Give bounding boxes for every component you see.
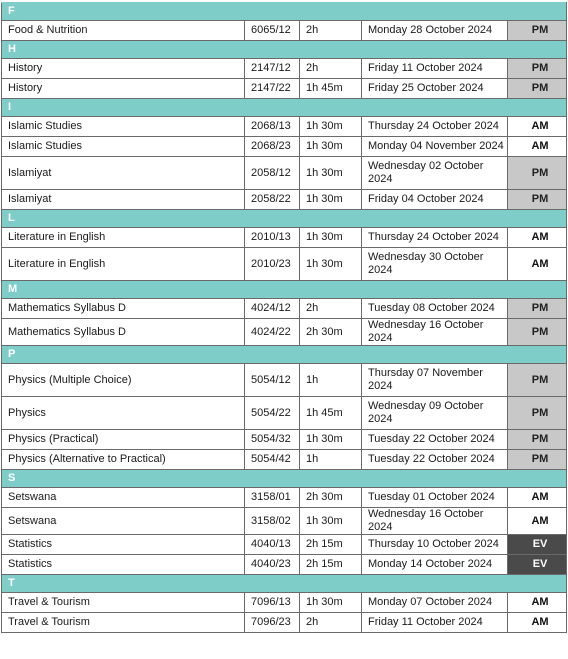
duration-cell: 1h 30m [300,228,362,248]
duration-cell: 2h 30m [300,488,362,508]
duration-cell: 1h 30m [300,430,362,450]
date-cell: Monday 14 October 2024 [362,555,508,575]
duration-cell: 2h 15m [300,555,362,575]
session-badge: AM [508,117,567,137]
session-badge: AM [508,593,567,613]
subject-cell: Islamic Studies [2,137,245,157]
duration-cell: 1h 30m [300,593,362,613]
session-badge: PM [508,430,567,450]
subject-cell: Travel & Tourism [2,613,245,633]
session-badge: PM [508,157,567,190]
date-cell: Tuesday 22 October 2024 [362,430,508,450]
code-cell: 2058/22 [245,190,300,210]
table-row [2,535,567,555]
session-badge: AM [508,488,567,508]
code-cell: 2068/23 [245,137,300,157]
table-row [2,228,567,248]
duration-cell: 2h 15m [300,535,362,555]
code-cell: 5054/12 [245,364,300,397]
code-cell: 4040/13 [245,535,300,555]
subject-cell: Statistics [2,555,245,575]
duration-cell: 1h 45m [300,397,362,430]
timetable-body [2,3,567,633]
date-cell: Monday 28 October 2024 [362,21,508,41]
date-cell: Friday 25 October 2024 [362,79,508,99]
session-badge: PM [508,79,567,99]
session-badge: PM [508,364,567,397]
subject-cell: Mathematics Syllabus D [2,299,245,319]
subject-cell: History [2,79,245,99]
table-row [2,248,567,281]
section-header [2,470,567,488]
section-header [2,575,567,593]
section-letter: H [2,41,567,59]
subject-cell: Physics (Practical) [2,430,245,450]
duration-cell: 1h [300,450,362,470]
subject-cell: Setswana [2,508,245,535]
subject-cell: Physics (Multiple Choice) [2,364,245,397]
date-cell: Friday 11 October 2024 [362,613,508,633]
subject-cell: Islamiyat [2,157,245,190]
date-cell: Thursday 24 October 2024 [362,228,508,248]
date-cell: Wednesday 30 October 2024 [362,248,508,281]
code-cell: 2147/12 [245,59,300,79]
duration-cell: 1h 30m [300,157,362,190]
code-cell: 7096/23 [245,613,300,633]
code-cell: 2010/13 [245,228,300,248]
subject-cell: Statistics [2,535,245,555]
date-cell: Friday 11 October 2024 [362,59,508,79]
section-letter: S [2,470,567,488]
table-row [2,59,567,79]
table-row [2,613,567,633]
duration-cell: 1h [300,364,362,397]
code-cell: 3158/02 [245,508,300,535]
section-letter: F [2,3,567,21]
code-cell: 5054/32 [245,430,300,450]
code-cell: 5054/42 [245,450,300,470]
table-row [2,117,567,137]
exam-timetable [1,2,567,633]
section-header [2,281,567,299]
duration-cell: 1h 30m [300,190,362,210]
date-cell: Monday 04 November 2024 [362,137,508,157]
date-cell: Tuesday 22 October 2024 [362,450,508,470]
section-header [2,41,567,59]
table-row [2,21,567,41]
date-cell: Wednesday 16 October 2024 [362,508,508,535]
duration-cell: 2h [300,613,362,633]
subject-cell: Islamic Studies [2,117,245,137]
code-cell: 6065/12 [245,21,300,41]
session-badge: AM [508,613,567,633]
code-cell: 7096/13 [245,593,300,613]
table-row [2,190,567,210]
session-badge: PM [508,59,567,79]
session-badge: PM [508,190,567,210]
subject-cell: Physics (Alternative to Practical) [2,450,245,470]
duration-cell: 1h 30m [300,248,362,281]
section-header [2,346,567,364]
session-badge: AM [508,228,567,248]
session-badge: EV [508,555,567,575]
date-cell: Wednesday 16 October 2024 [362,319,508,346]
section-letter: M [2,281,567,299]
table-row [2,508,567,535]
duration-cell: 1h 30m [300,137,362,157]
code-cell: 4024/22 [245,319,300,346]
date-cell: Thursday 07 November 2024 [362,364,508,397]
session-badge: PM [508,299,567,319]
code-cell: 3158/01 [245,488,300,508]
table-row [2,299,567,319]
duration-cell: 1h 45m [300,79,362,99]
code-cell: 4024/12 [245,299,300,319]
subject-cell: Mathematics Syllabus D [2,319,245,346]
date-cell: Tuesday 08 October 2024 [362,299,508,319]
subject-cell: Literature in English [2,228,245,248]
table-row [2,488,567,508]
duration-cell: 2h [300,299,362,319]
session-badge: PM [508,397,567,430]
subject-cell: Travel & Tourism [2,593,245,613]
date-cell: Tuesday 01 October 2024 [362,488,508,508]
date-cell: Friday 04 October 2024 [362,190,508,210]
date-cell: Thursday 24 October 2024 [362,117,508,137]
table-row [2,430,567,450]
table-row [2,364,567,397]
section-header [2,3,567,21]
subject-cell: Physics [2,397,245,430]
session-badge: PM [508,450,567,470]
section-header [2,210,567,228]
section-letter: P [2,346,567,364]
duration-cell: 2h [300,59,362,79]
subject-cell: Setswana [2,488,245,508]
session-badge: EV [508,535,567,555]
section-letter: T [2,575,567,593]
table-row [2,555,567,575]
code-cell: 4040/23 [245,555,300,575]
date-cell: Wednesday 09 October 2024 [362,397,508,430]
date-cell: Monday 07 October 2024 [362,593,508,613]
duration-cell: 1h 30m [300,117,362,137]
table-row [2,397,567,430]
section-letter: I [2,99,567,117]
code-cell: 2010/23 [245,248,300,281]
table-row [2,79,567,99]
date-cell: Wednesday 02 October 2024 [362,157,508,190]
session-badge: PM [508,21,567,41]
session-badge: PM [508,319,567,346]
code-cell: 2068/13 [245,117,300,137]
subject-cell: Literature in English [2,248,245,281]
date-cell: Thursday 10 October 2024 [362,535,508,555]
session-badge: AM [508,137,567,157]
table-row [2,593,567,613]
table-row [2,319,567,346]
table-row [2,157,567,190]
duration-cell: 2h [300,21,362,41]
session-badge: AM [508,508,567,535]
section-letter: L [2,210,567,228]
code-cell: 2147/22 [245,79,300,99]
session-badge: AM [508,248,567,281]
table-row [2,450,567,470]
code-cell: 2058/12 [245,157,300,190]
section-header [2,99,567,117]
subject-cell: Islamiyat [2,190,245,210]
code-cell: 5054/22 [245,397,300,430]
duration-cell: 2h 30m [300,319,362,346]
subject-cell: Food & Nutrition [2,21,245,41]
table-row [2,137,567,157]
duration-cell: 1h 30m [300,508,362,535]
subject-cell: History [2,59,245,79]
